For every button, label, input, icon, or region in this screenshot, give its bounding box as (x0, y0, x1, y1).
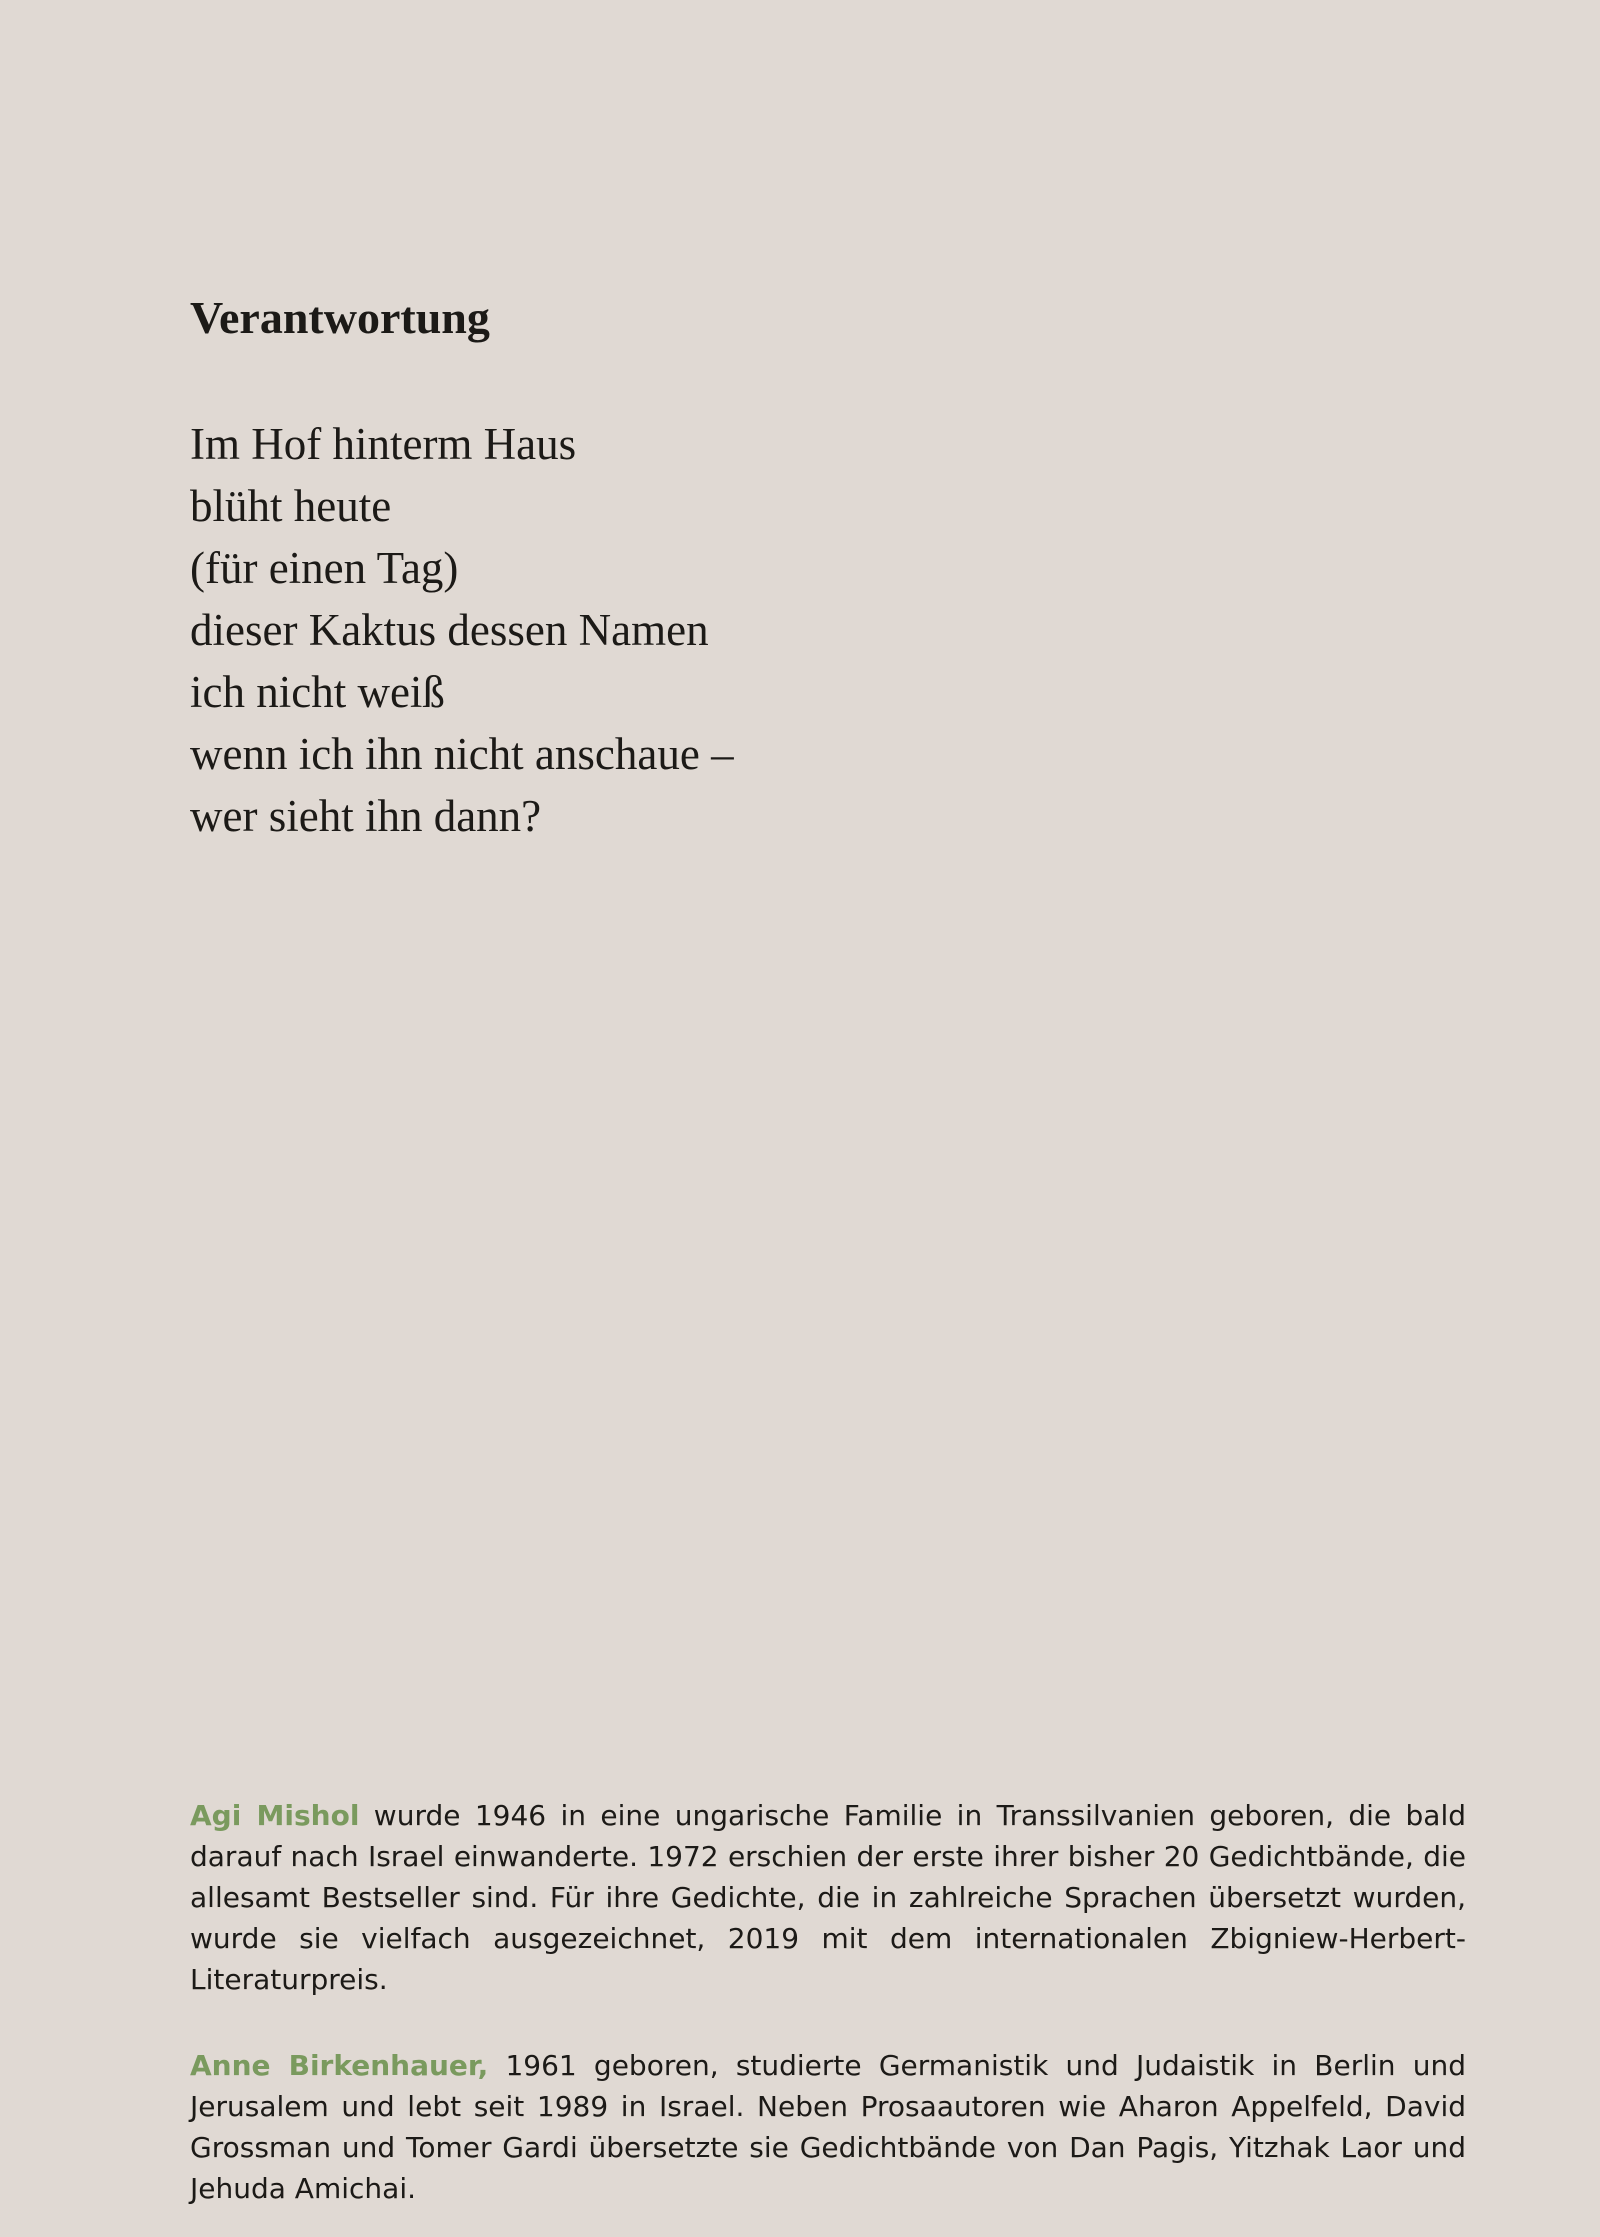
poem-line: (für einen Tag) (190, 543, 459, 593)
poem-title: Verantwortung (190, 292, 490, 343)
poem-line: ich nicht weiß (190, 667, 445, 717)
translator-name: Anne Birkenhauer, (190, 2049, 489, 2082)
translator-bio-text: 1961 geboren, studierte Germanistik und Judaistik in Berlin und Jerusalem und lebt seit 1989 in Israel. Neben Prosaautoren wie Aharon Appelfeld, David Grossman und Tomer Gardi übersetzte sie Gedichtbände von Dan Pagis, Yitzhak Laor und Jehuda Amichai. (190, 2049, 1466, 2205)
poem-line: dieser Kaktus dessen Namen (190, 605, 709, 655)
translator-bio (190, 2045, 1466, 2209)
poem-body (190, 413, 734, 847)
author-bio-text: wurde 1946 in eine ungarische Familie in Transsilvanien geboren, die bald darauf nach Israel einwanderte. 1972 erschien der erste ihrer bisher 20 Gedichtbände, die allesamt Bestseller sind. Für ihre Gedichte, die in zahlreiche Sprachen übersetzt wurden, wurde sie vielfach ausgezeichnet, 2019 mit dem internationalen Zbigniew-Herbert-Literaturpreis. (190, 1799, 1466, 1996)
author-name: Agi Mishol (190, 1799, 360, 1832)
poem-line: Im Hof hinterm Haus (190, 419, 577, 469)
author-bio (190, 1795, 1466, 2000)
poem-line: blüht heute (190, 481, 392, 531)
poem-line: wer sieht ihn dann? (190, 791, 542, 841)
poem-line: wenn ich ihn nicht anschaue – (190, 729, 734, 779)
